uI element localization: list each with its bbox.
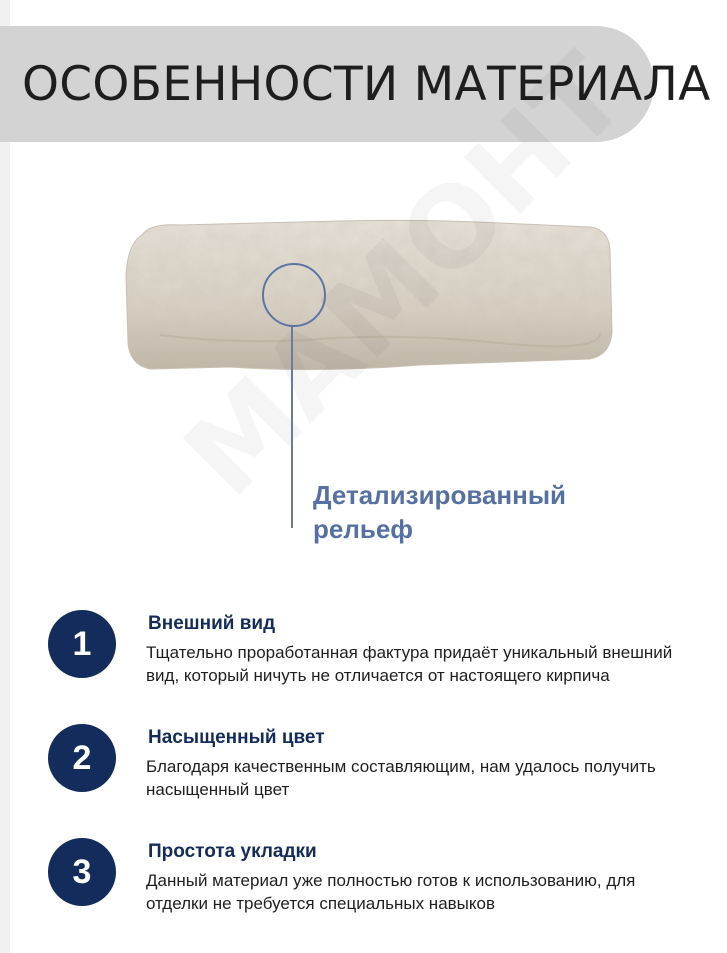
callout-circle bbox=[262, 263, 326, 327]
feature-number-badge: 3 bbox=[48, 838, 116, 906]
feature-description: Данный материал уже полностью готов к использованию, для отделки не требуется специальных навыков bbox=[146, 871, 636, 913]
feature-title: Простота укладки bbox=[148, 841, 317, 862]
callout-line bbox=[291, 326, 293, 528]
feature-number-badge: 2 bbox=[48, 724, 116, 792]
callout-label-line1: Детализированный bbox=[313, 480, 567, 510]
feature-title: Насыщенный цвет bbox=[148, 727, 325, 748]
feature-title: Внешний вид bbox=[148, 613, 276, 634]
callout-label-line2: рельеф bbox=[313, 514, 414, 544]
feature-number-badge: 1 bbox=[48, 610, 116, 678]
callout-label bbox=[313, 478, 633, 546]
feature-description: Тщательно проработанная фактура придаёт уникальный внешний вид, который ничуть не отличается от настоящего кирпича bbox=[146, 643, 673, 685]
page-title: ОСОБЕННОСТИ МАТЕРИАЛА bbox=[22, 57, 711, 112]
feature-description: Благодаря качественным составляющим, нам удалось получить насыщенный цвет bbox=[146, 757, 656, 799]
page-left-edge bbox=[0, 0, 10, 953]
